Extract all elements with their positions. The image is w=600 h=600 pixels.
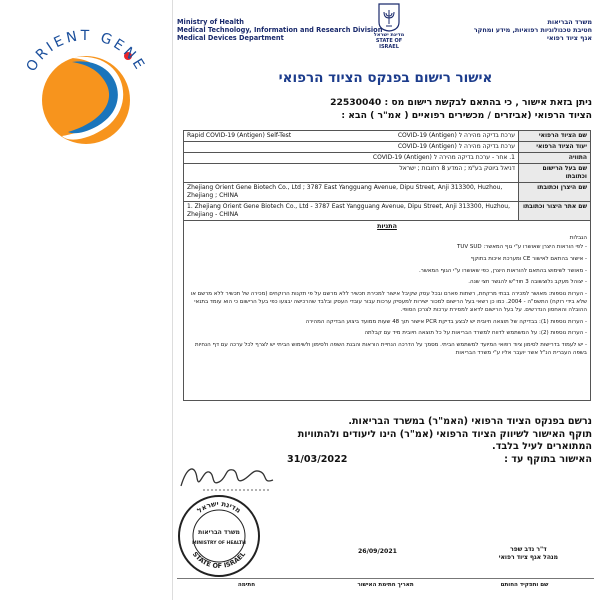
- department-name-he: אגף ציוד רפואי: [546, 34, 592, 43]
- state-emblem: [371, 2, 407, 50]
- menorah-emblem-icon: [377, 2, 401, 32]
- header-hebrew: [474, 18, 592, 43]
- registrant-value: דניאל ביוטק בע"מ ; המדע 8 רחובות ; ישראל: [184, 164, 519, 183]
- intro-line-2: הציוד הרפואי (אביזרים / מכשירים רפואיים ( אמ"ר ) הבא :: [341, 109, 592, 121]
- signer-block: [499, 546, 558, 561]
- conditions-list: [187, 244, 587, 358]
- registered-statement: נרשם בפנקס הציוד הרפואי (האמ"ר) במשרד הבריאות.: [348, 416, 592, 427]
- validity-statement-cont: המתוארים לעיל בלבד.: [492, 441, 592, 453]
- device-name-he: ערכת בדיקה מהירה ל COVID-19 (Antigen): [397, 132, 515, 139]
- table-row: [184, 153, 591, 164]
- header-english: [177, 18, 382, 43]
- list-item: - אישור בהתאם לאישור CE ומערכת איכות בתוקף: [187, 256, 587, 264]
- ministry-stamp: [177, 494, 261, 578]
- manufacturer-value: Zhejiang Orient Gene Biotech Co., Ltd ; 3787 East Yangguang Avenue, Dipu Street, Anji 313300, Huzhou, Zhejiang ; CHINA: [187, 184, 503, 199]
- emblem-caption-he: מדינת ישראל: [373, 32, 405, 38]
- conditions-title: התניות: [377, 223, 397, 230]
- division-name-he: חטיבת טכנולוגיות רפואיות, מידע ומחקר: [473, 26, 592, 35]
- emblem-caption-en: STATE OF ISRAEL: [375, 38, 403, 50]
- manufacturer-value-cell: [184, 183, 519, 202]
- table-row: [184, 164, 591, 183]
- validity-statement: תוקף האישור לשיווק הציוד הרפואי (אמ"ר) הינו ליעודים ולהתוויות: [297, 428, 592, 440]
- indication-value: 1. אחר - ערכת בדיקה מהירה ל COVID-19 (Antigen): [184, 153, 519, 164]
- valid-until-label: האישור בתוקף עד :: [504, 453, 592, 465]
- table-row: [184, 142, 591, 153]
- device-purpose-value: ערכת בדיקה מהירה ל COVID-19 (Antigen): [184, 142, 519, 153]
- device-name-value: [184, 131, 519, 142]
- division-name-en: Medical Technology, Information and Research Division: [177, 26, 383, 35]
- certificate-title: אישור רישום בפנקס הציוד הרפואי: [278, 70, 493, 86]
- ministry-name-he: משרד הבריאות: [547, 18, 592, 26]
- department-name-en: Medical Devices Department: [177, 34, 284, 43]
- list-item: - לפי הוראות היצרן שאושרו ע"י גוף המאשר: TUV SUD: [187, 244, 587, 252]
- site-value-cell: [184, 202, 519, 221]
- certificate-sheet: [172, 0, 598, 600]
- list-item: - הערות נוספות (2): על המשתמש לדווח למשרד הבריאות על כל תוצאה חיובית מיד עם קבלתה: [187, 330, 587, 338]
- handwritten-signature: [173, 460, 283, 496]
- signer-title: מנהל אגף ציוד רפואי: [498, 553, 558, 561]
- issue-date: 26/09/2021: [358, 548, 397, 555]
- device-purpose-label: יעוד הציוד הרפואי: [519, 142, 591, 153]
- table-row: [184, 221, 591, 401]
- intro-text: [182, 97, 592, 122]
- approval-statements: [182, 416, 592, 466]
- svg-text:מדינת ישראל: [196, 500, 242, 515]
- table-row: [184, 202, 591, 221]
- intro-line-1: [182, 97, 592, 110]
- indication-label: התוויה: [519, 153, 591, 164]
- device-name-label: שם הציוד הרפואי: [519, 131, 591, 142]
- intro-prefix: ניתן בזאת אישור , כי בהתאם לבקשת רישום מס :: [384, 97, 592, 108]
- orient-gene-logo: [10, 18, 162, 170]
- signature-footer: [177, 578, 594, 588]
- manufacturing-site-value: 1. Zhejiang Orient Gene Biotech Co., Ltd - 3787 East Yangguang Avenue, Dipu Street, Anji 313300, Huzhou, Zhejiang - CHINA: [187, 203, 511, 218]
- registration-number: 22530040: [330, 97, 382, 108]
- table-row: [184, 183, 591, 202]
- signer-name: ד"ר נדב שפר: [510, 546, 547, 553]
- footer-signature-label: חתימה: [237, 582, 256, 588]
- device-name-en: Rapid COVID-19 (Antigen) Self-Test: [187, 132, 292, 139]
- list-item: - יצוהל מעקב נלוצשובה 3 חוד"ש להגשר חצי שנה.: [187, 279, 587, 287]
- logo-wordmark: ORIENT GENE: [23, 27, 149, 75]
- list-item: - יש לעמוד בדרישות לסימון ציוד רפואי המיועד למשתמש הביתי. מסמך על הדרכה הנחיית הוראות והבנת השפה ולסימון ולשימוש הביתי יש לצרף לכל ערכה עם דף הנחיות בשפה העברית הנ"ל אשר יועבר אליו ע"י משרד הבריאות: [187, 342, 587, 358]
- list-item: - הערות נוספות: מאושר למכירה בבתי מרקחת, רשתות פארם ובכל עסק שקיבל אישור למכירת תכשיר ללא מרשם על פי תקנות הרוקחים (מכירה של תכשיר ללא מרשם או שלא בידי רוקח) התשס"ה - 2004. כמו כן רשאי בעל הרישום למכור ישירות למעסיק ערכות עבור עובדי העסק ובלבד שהרכישה יבצעו כפי בעל הרישום כי הוא עומד בתנאי ההובלה והאחסון הנדרשים. על בעל הרישום לדאוג למסירת ערכות לצרכן הסופי.: [187, 291, 587, 314]
- footer-date-label: תאריך חתימת האישור: [357, 582, 414, 588]
- valid-until-date: 31/03/2022: [287, 453, 348, 465]
- svg-text:STATE OF ISRAEL: [191, 550, 247, 570]
- limitations-subtitle: הגבלות: [569, 235, 587, 241]
- stamp-top-text: מדינת ישראל: [195, 499, 243, 515]
- manufacturing-site-label: שם אתר היצור וכתובתו: [519, 202, 591, 221]
- list-item: - מאושר לשימוש בהתאם להוראות היצרן, כפי שאושרו ע"י הגוף המאשר.: [187, 268, 587, 276]
- conditions-cell: [184, 221, 591, 401]
- table-row: [184, 131, 591, 142]
- device-details-table: [183, 130, 591, 401]
- stamp-bottom-text: STATE OF ISRAEL: [190, 550, 248, 571]
- list-item: - הערות נוספות (1): בבדיקה של תוצאה חיובית יש לבצע בדיקת PCR אישור תוך 48 שעות ממועד ביצוע הבדיקה המהירה: [187, 319, 587, 327]
- manufacturer-label: שם היצרן וכתובתו: [519, 183, 591, 202]
- ministry-name-en: Ministry of Health: [177, 18, 244, 26]
- stamp-center-en: MINISTRY OF HEALTH: [192, 541, 246, 546]
- stamp-center-he: משרד הבריאות: [198, 529, 240, 536]
- footer-signer-label: שם ותפקיד החותם: [500, 582, 549, 588]
- registrant-label: שם בעל הרישום וכתובתו: [519, 164, 591, 183]
